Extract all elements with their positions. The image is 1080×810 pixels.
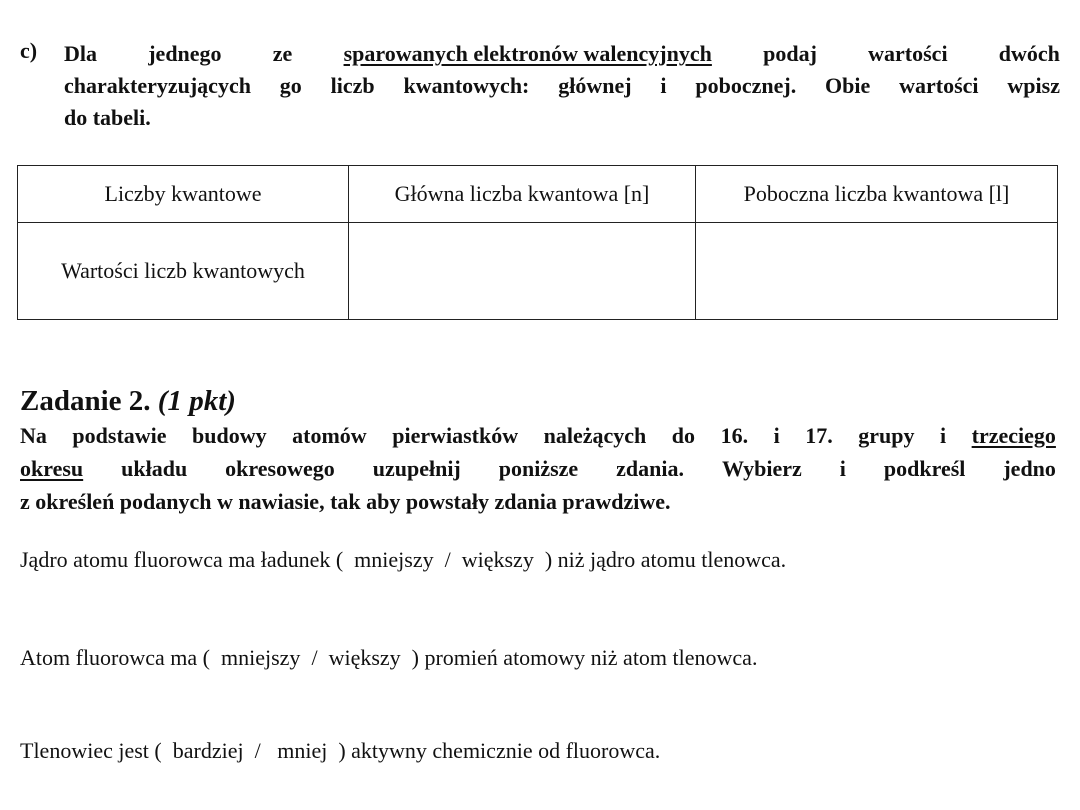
answer-cell-principal[interactable] bbox=[349, 223, 696, 320]
task-2-line-2 bbox=[20, 452, 1056, 485]
word: Wybierz bbox=[721, 456, 802, 481]
word: podstawie bbox=[72, 423, 167, 448]
word: i bbox=[839, 456, 846, 481]
sentence-2 bbox=[20, 645, 757, 671]
task-2-points: (1 pkt) bbox=[157, 385, 236, 417]
task-2-title: Zadanie 2. bbox=[20, 385, 151, 417]
sentence-text: Jądro atomu fluorowca ma ładunek ( bbox=[20, 547, 355, 572]
sentence-text: ) niż jądro atomu tlenowca. bbox=[533, 547, 787, 572]
word: podaj bbox=[763, 41, 817, 66]
choice-option-mniej[interactable]: mniej bbox=[277, 738, 328, 763]
word: układu bbox=[121, 456, 188, 481]
choice-option-wiekszy[interactable]: większy bbox=[328, 645, 401, 670]
word: i bbox=[773, 423, 780, 448]
word: charakteryzujących bbox=[64, 73, 251, 98]
choice-separator: / bbox=[300, 645, 329, 670]
table-row bbox=[18, 223, 1058, 320]
word: głównej bbox=[558, 73, 632, 98]
task-2-line-1 bbox=[20, 419, 1056, 452]
word: podkreśl bbox=[883, 456, 966, 481]
word: należących bbox=[543, 423, 647, 448]
choice-option-bardziej[interactable]: bardziej bbox=[172, 738, 244, 763]
word: dwóch bbox=[998, 41, 1060, 66]
word: atomów bbox=[292, 423, 367, 448]
word: kwantowych: bbox=[403, 73, 530, 98]
word: poniższe bbox=[498, 456, 579, 481]
word: pobocznej. bbox=[695, 73, 797, 98]
answer-cell-azimuthal[interactable] bbox=[696, 223, 1058, 320]
choice-option-mniejszy[interactable]: mniejszy bbox=[354, 547, 434, 572]
choice-option-mniejszy[interactable]: mniejszy bbox=[221, 645, 301, 670]
table-header-row bbox=[18, 166, 1058, 223]
quantum-numbers-table bbox=[17, 165, 1058, 320]
word: i bbox=[660, 73, 667, 98]
word: grupy bbox=[858, 423, 915, 448]
task-2-heading bbox=[20, 385, 236, 418]
word: Obie bbox=[825, 73, 871, 98]
word: 16. bbox=[720, 423, 749, 448]
word: go bbox=[279, 73, 302, 98]
word: Dla bbox=[64, 41, 97, 66]
sentence-text: Atom fluorowca ma ( bbox=[20, 645, 221, 670]
sentence-text: ) aktywny chemicznie od fluorowca. bbox=[327, 738, 661, 763]
word: liczb bbox=[330, 73, 375, 98]
word: pierwiastków bbox=[392, 423, 519, 448]
instruction-line-3: do tabeli. bbox=[64, 105, 151, 130]
task-c-label: c) bbox=[20, 38, 38, 63]
word: zdania. bbox=[616, 456, 685, 481]
task-2-line-3: z określeń podanych w nawiasie, tak aby powstały zdania prawdziwe. bbox=[20, 489, 671, 514]
word: 17. bbox=[805, 423, 833, 448]
header-cell-quantum-numbers: Liczby kwantowe bbox=[18, 166, 349, 223]
word: uzupełnij bbox=[372, 456, 461, 481]
instruction-line-1 bbox=[64, 38, 1060, 70]
instruction-line-2 bbox=[64, 70, 1060, 102]
word: okresowego bbox=[225, 456, 335, 481]
word: wpisz bbox=[1007, 73, 1060, 98]
word: jednego bbox=[148, 41, 222, 66]
word: wartości bbox=[868, 41, 948, 66]
header-cell-principal: Główna liczba kwantowa [n] bbox=[349, 166, 696, 223]
choice-separator: / bbox=[433, 547, 462, 572]
word: ze bbox=[272, 41, 293, 66]
task-c-instruction bbox=[64, 38, 1060, 134]
row-label-values: Wartości liczb kwantowych bbox=[18, 223, 349, 320]
word: do bbox=[671, 423, 696, 448]
word: Na bbox=[20, 423, 47, 448]
word: wartości bbox=[899, 73, 979, 98]
sentence-text: Tlenowiec jest ( bbox=[20, 738, 173, 763]
header-cell-azimuthal: Poboczna liczba kwantowa [l] bbox=[696, 166, 1058, 223]
sentence-text: ) promień atomowy niż atom tlenowca. bbox=[400, 645, 758, 670]
underlined-word: trzeciego bbox=[971, 423, 1056, 448]
task-2-instruction bbox=[20, 419, 1056, 518]
choice-option-wiekszy[interactable]: większy bbox=[461, 547, 534, 572]
underlined-word: okresu bbox=[20, 456, 84, 481]
sentence-3 bbox=[20, 738, 660, 764]
sentence-1 bbox=[20, 547, 786, 573]
choice-separator: / bbox=[243, 738, 278, 763]
underlined-phrase: sparowanych elektronów walencyjnych bbox=[343, 41, 712, 66]
word: jedno bbox=[1003, 456, 1056, 481]
word: budowy bbox=[192, 423, 267, 448]
word: i bbox=[940, 423, 947, 448]
